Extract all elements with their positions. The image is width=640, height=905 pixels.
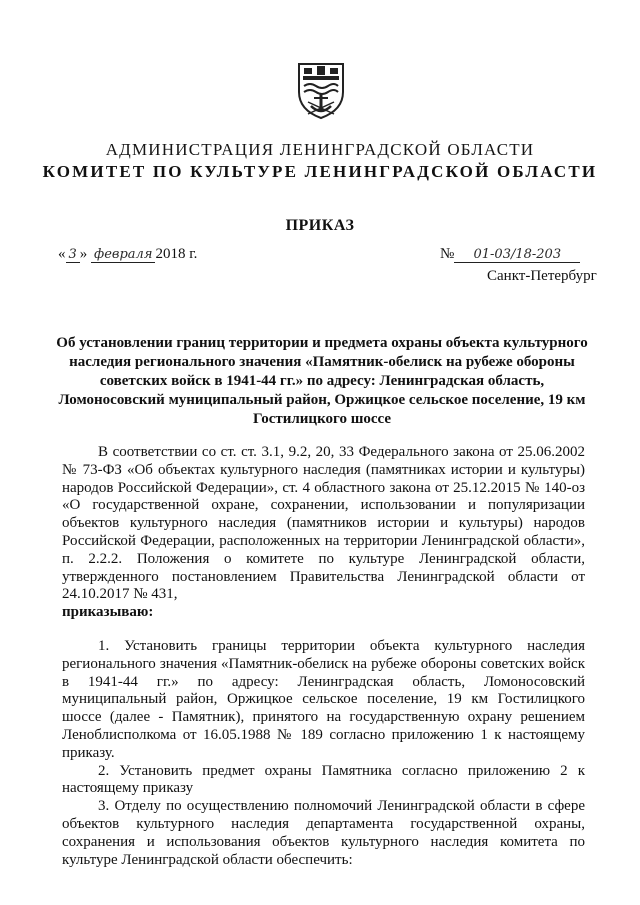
list-item: 1. Установить границы территории объекта культурного наследия регионального значения «Памятник-обелиск на рубеже обороны советских войск в 1941-44 гг.» по адресу: Ленинградская область, Ломоносовский муниципальный район, Оржицкое сельское поселение, 19 км Гостилицкого шоссе (далее - Памятник), принятого на государственную охрану решением Леноблисполкома от 16.05.1988 № 189 согласно приложению 1 к настоящему приказу. [62, 637, 585, 761]
orders-word: приказываю: [62, 604, 154, 621]
organization-name: АДМИНИСТРАЦИЯ ЛЕНИНГРАДСКОЙ ОБЛАСТИ [105, 140, 535, 159]
number-prefix: № [440, 246, 455, 262]
document-number [440, 246, 580, 263]
committee-name: КОМИТЕТ ПО КУЛЬТУРЕ ЛЕНИНГРАДСКОЙ ОБЛАСТИ [42, 162, 598, 181]
list-item: 3. Отделу по осуществлению полномочий Ленинградской области в сфере объектов культурного наследия департамента государственной охраны, сохранения и использования объектов культурного наследия комитета по культуре Ленинградской области обеспечить: [62, 798, 585, 868]
document-type: ПРИКАЗ [285, 217, 355, 234]
list-item: 2. Установить предмет охраны Памятника согласно приложению 2 к настоящему приказу [62, 762, 585, 797]
number-handwritten: 01-03/18-203 [454, 248, 580, 263]
document-city: Санкт-Петербург [487, 268, 597, 284]
document-body [62, 444, 585, 869]
date-close-quote: » [79, 246, 88, 262]
date-year: 2018 г. [155, 246, 198, 262]
date-month-handwritten: февраля [91, 248, 155, 263]
date-open-quote: « [58, 246, 66, 262]
document-date [58, 246, 197, 263]
coat-of-arms-icon [296, 62, 346, 120]
preamble-paragraph: В соответствии со ст. ст. 3.1, 9.2, 20, 33 Федерального закона от 25.06.2002 № 73-ФЗ «Об объектах культурного наследия (памятниках истории и культуры) народов Российской Федерации», ст. 4 областного закона от 25.12.2015 № 140-оз «О государственной охране, сохранении, использовании и популяризации объектов культурного наследия (памятников истории и культуры) народов Российской Федерации, расположенных на территории Ленинградской области», п. 2.2.2. Положения о комитете по культуре Ленинградской области, утвержденного постановлением Правительства Ленинградской области от 24.10.2017 № 431, [62, 444, 585, 603]
date-day-handwritten: 3 [66, 248, 80, 263]
document-title: Об установлении границ территории и предмета охраны объекта культурного наследия регионального значения «Памятник-обелиск на рубеже обороны советских войск в 1941-44 гг.» по адресу: Ленинградская область, Ломоносовский муниципальный район, Оржицкое сельское поселение, 19 км Гостилицкого шоссе [56, 335, 588, 427]
